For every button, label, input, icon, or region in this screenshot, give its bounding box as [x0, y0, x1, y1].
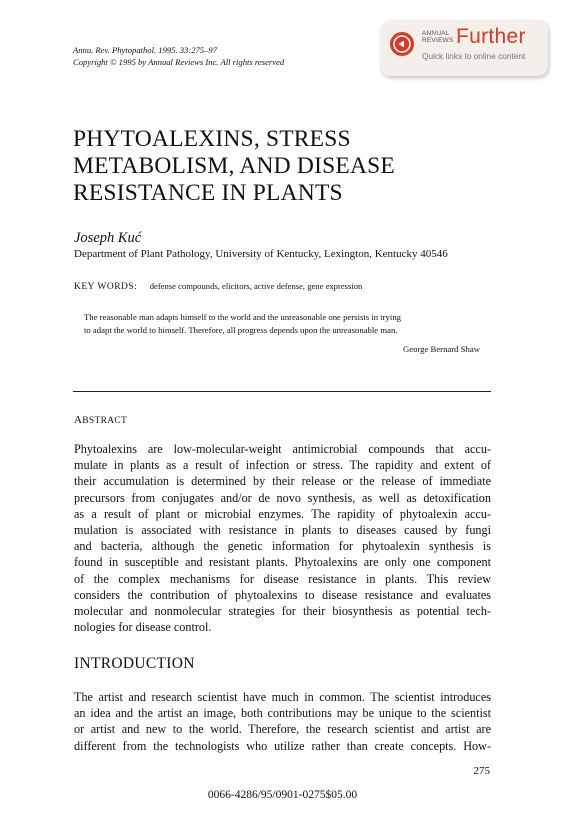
epigraph-attribution: George Bernard Shaw: [402, 344, 480, 354]
abstract-line: molecular and nonmolecular strategies for their biosynthesis as potential tech-: [74, 604, 491, 619]
author-affiliation: Department of Plant Pathology, University of Kentucky, Lexington, Kentucky 40546: [74, 248, 448, 260]
abstract-heading-rest: BSTRACT: [82, 416, 128, 426]
abstract-line: found in susceptible and resistant plants. Phytoalexins are only one component: [74, 555, 491, 570]
citation-line-1: Annu. Rev. Phytopathol. 1995. 33:275–97: [73, 45, 217, 55]
citation-line-2: Copyright © 1995 by Annual Reviews Inc. All rights reserved: [73, 57, 285, 67]
journal-citation: [73, 44, 284, 68]
keywords: [74, 281, 362, 292]
abstract-line: mulate in plants as a result of infection or stress. The rapidity and extent of: [74, 458, 491, 473]
annual-reviews-logo-text: [422, 30, 453, 44]
abstract-line: as a result of plant or microbial enzymes. The rapidity of phytoalexin accu-: [74, 506, 491, 521]
divider: [73, 391, 491, 392]
abstract-line: and bacteria, although the genetic information for phytoalexin synthesis is: [74, 539, 491, 554]
abstract-line: mulation is associated with resistance in plants to diseases caused by fungi: [74, 523, 491, 538]
abstract-heading-initial: A: [74, 414, 83, 426]
title-line-2: METABOLISM, AND DISEASE: [73, 153, 395, 179]
introduction-heading: INTRODUCTION: [74, 655, 195, 672]
brand-line-1: ANNUAL: [422, 30, 450, 37]
abstract-line: precursors from conjugates and/or de novo synthesis, as well as detoxification: [74, 490, 491, 505]
title-line-1: PHYTOALEXINS, STRESS: [73, 126, 351, 152]
badge-tagline: Quick links to online content: [422, 51, 526, 61]
abstract-heading: [74, 414, 127, 426]
abstract-line: their accumulation is determined by their release or the release of immediate: [74, 474, 491, 489]
badge-title: Further: [456, 25, 526, 48]
intro-line: different from the technologists who utilize rather than create concepts. How-: [74, 738, 491, 753]
author-name: Joseph Kuć: [74, 230, 142, 246]
abstract-line: of the complex mechanisms for disease resistance in plants. This review: [74, 571, 491, 586]
intro-line: an idea and the artist an image, both contributions may be unique to the scientist: [74, 706, 491, 721]
title-line-3: RESISTANCE IN PLANTS: [73, 180, 343, 206]
epigraph: [84, 311, 479, 336]
epigraph-line-1: The reasonable man adapts himself to the world and the unreasonable one persists in trying: [84, 312, 402, 322]
page-number: 275: [473, 765, 490, 777]
abstract-body: [74, 441, 491, 635]
epigraph-line-2: to adapt the world to himself. Therefore, all progress depends upon the unreasonable man.: [84, 324, 398, 335]
further-badge[interactable]: [381, 20, 548, 76]
footer-code: 0066-4286/95/0901-0275$05.00: [207, 789, 358, 801]
keywords-label: KEY WORDS:: [74, 282, 138, 292]
article-title: [73, 126, 395, 207]
keywords-list: defense compounds, elicitors, active defense, gene expression: [149, 281, 363, 291]
introduction-body: [74, 689, 491, 754]
arrow-circle-icon: [390, 32, 414, 56]
abstract-line: considers the contribution of phytoalexins to disease resistance and evaluates: [74, 587, 491, 602]
abstract-line: nologies for disease control.: [74, 620, 212, 635]
intro-line: The artist and research scientist have much in common. The scientist introduces: [74, 690, 491, 704]
abstract-line: Phytoalexins are low-molecular-weight antimicrobial compounds that accu-: [74, 442, 491, 456]
intro-line: or artist and new to the world. Therefore, the research scientist and artist are: [74, 722, 491, 737]
brand-line-2: REVIEWS: [422, 37, 454, 44]
